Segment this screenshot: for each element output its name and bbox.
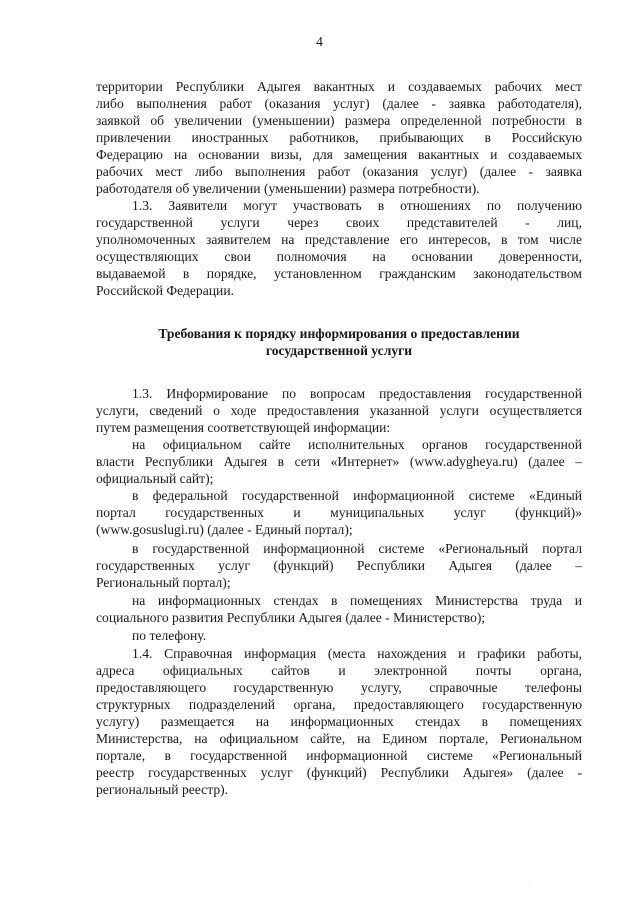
text-line: 1.3. Информирование по вопросам предоставления государственной [132,386,582,401]
text-line: 1.4. Справочная информация (места нахождения и графики работы, [132,646,582,661]
text-line: на официальном сайте исполнительных органов государственной [132,437,582,452]
text-line: адреса официальных сайтов и электронной почты органа, [96,663,582,678]
text-line: в федеральной государственной информационной системе «Единый [132,488,582,503]
text-line: Российской Федерации. [96,283,234,298]
text-line: предоставляющего государственную услугу, справочные телефоны [96,680,582,695]
text-line: привлечении иностранных работников, прибывающих в Российскую [96,130,582,145]
text-line: уполномоченных заявителем на представление его интересов, в том числе [96,232,582,247]
text-line: государственной услуги через своих представителей - лиц, [96,215,582,230]
text-line: (www.gosuslugi.ru) (далее - Единый портал); [96,522,353,537]
text-line: Региональный портал); [96,575,231,590]
page-number: 4 [316,34,323,49]
text-line: портал государственных и муниципальных услуг (функций)» [96,505,582,520]
section-heading: государственной услуги [265,343,413,358]
text-line: услугу) размещается на информационных стендах в помещениях [96,714,582,729]
text-line: власти Республики Адыгея в сети «Интернет» (www.adygheya.ru) (далее – [96,454,582,469]
text-line: территории Республики Адыгея вакантных и создаваемых рабочих мест [96,79,582,94]
text-line: Министерства, на официальном сайте, на Едином портале, Региональном [96,731,582,746]
text-line: реестр государственных услуг (функций) Республики Адыгея» (далее - [96,765,582,780]
text-line: заявкой об увеличении (уменьшении) размера определенной потребности в [96,113,582,128]
text-line: портале, в государственной информационной системе «Региональный [96,748,582,763]
text-line: государственных услуг (функций) Республики Адыгея (далее – [96,558,582,573]
text-line: Федерацию на основании визы, для замещения вакантных и создаваемых [96,147,582,162]
text-line: на информационных стендах в помещениях Министерства труда и [132,593,582,608]
text-line: по телефону. [132,628,207,643]
text-line: работодателя об увеличении (уменьшении) размера потребности). [96,181,480,196]
text-line: рабочих мест либо выполнения работ (оказания услуг) (далее - заявка [96,164,582,179]
text-line: 1.3. Заявители могут участвовать в отношениях по получению [132,198,582,213]
text-line: социального развития Республики Адыгея (далее - Министерство); [96,610,486,625]
text-line: путем размещения соответствующей информации: [96,420,391,435]
text-line: осуществляющих свои полномочия на основании доверенности, [96,249,582,264]
text-line: услуги, сведений о ходе предоставления указанной услуги осуществляется [96,403,582,418]
text-line: в государственной информационной системе «Региональный портал [132,541,582,556]
text-line: либо выполнения работ (оказания услуг) (далее - заявка работодателя), [96,96,582,111]
text-line: выдаваемой в порядке, установленном гражданским законодательством [96,266,582,281]
text-line: структурных подразделений органа, предоставляющего государственную [96,697,582,712]
section-heading: Требования к порядку информирования о предоставлении [158,326,520,341]
scan-speck: · [528,880,531,889]
text-line: региональный реестр). [96,782,229,797]
text-line: официальный сайт); [96,471,214,486]
